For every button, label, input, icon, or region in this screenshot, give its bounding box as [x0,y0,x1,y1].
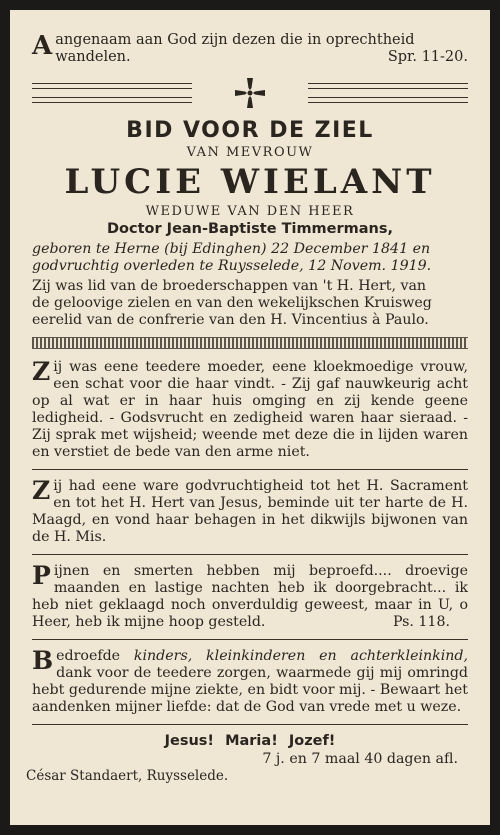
para4-rest: dank voor de teedere zorgen, waarmede gij mij omringd hebt gedurende mijne ziekte, en bidt voor mij. - Bewaart het aandenken mijner liefde: dat de God van vrede met u weze. [32,665,468,715]
paragraph-mother [32,359,468,461]
dropcap-b: B [32,646,54,675]
header-line2-row [55,49,468,66]
divider [32,639,468,640]
membership-line1: Zij was lid van de broederschappen van 't H. Hert, van [32,278,427,294]
left-rule [32,97,192,103]
ornament-row [32,76,468,110]
para1-line1: ij was eene teedere moeder, eene kloekmoedige vrouw, [53,359,468,375]
indulgence-line: 7 j. en 7 maal 40 dagen afl. [262,751,458,767]
divider [32,724,468,725]
husband-name: Doctor Jean-Baptiste Timmermans, [106,221,394,237]
membership-line2: de geloovige zielen en van den wekelijkschen Kruisweg [32,295,432,311]
dropcap-z1: Z [32,357,51,386]
header-line1: angenaam aan God zijn dezen die in oprechtheid [55,32,415,48]
right-rule [308,97,468,103]
header-dropcap: A [32,31,53,61]
birth-line2: godvruchtig overleden te Ruysselede, 12 Novem. 1919. [32,258,432,274]
para1-line3: acht op al wat er in haar huis omging en zij kende geene ledigheid. - Godsvrucht en zedigheid waren haar sieraad. - Zij sprak met wijsheid; weende met deze die in lijden waren en verstiet de bede van den arme niet. [32,376,469,460]
cross-pattee-icon [233,76,267,110]
weduwe-line: WEDUWE VAN DEN HEER [145,204,355,219]
birth-death-text [32,241,468,275]
van-mevrouw: VAN MEVROUW [186,145,314,160]
right-rule [308,83,468,89]
printer-line: César Standaert, Ruysselede. [26,768,229,784]
birth-line1: geboren te Herne (bij Edinghen) 22 December 1841 en [32,241,431,257]
left-rule [32,83,192,89]
left-rules [32,83,192,103]
para3-text: ijnen en smerten hebben mij beproefd.... droevige maanden en lastige nachten heb ik doorgebracht... ik heb niet geklaagd noch onverduldig geweest, maar in U, o Heer, heb ik mijne hoop gesteld. [32,563,468,630]
paragraph-family [32,648,468,716]
header-verse [32,32,468,66]
header-ref: Spr. 11-20. [387,49,468,65]
para1-line2: een schat voor die haar vindt. - Zij gaf nauwkeurig [53,376,431,392]
jesus-maria-jozef: Jesus! Maria! Jozef! [164,733,336,749]
ornamental-separator [32,337,468,349]
para3-ref: Ps. 118. [392,614,450,630]
deceased-name: LUCIE WIELANT [64,162,436,202]
paragraph-suffering [32,563,468,631]
memorial-card [10,10,490,825]
bid-voor-de-ziel-heading: BID VOOR DE ZIEL [126,118,374,143]
dropcap-p: P [32,561,51,590]
para2-text: ij had eene ware godvruchtigheid tot het H. Sacrament en tot het H. Hert van Jesus, beminde uit ter harte de H. Maagd, en vond haar behagen in het dikwijls bijwonen van de H. Mis. [32,478,468,545]
divider [32,469,468,470]
para4-italic: kinders, kleinkinderen en achterkleinkind, [133,648,469,664]
membership-line3: eerelid van de confrerie van den H. Vincentius à Paulo. [32,312,429,328]
divider [32,554,468,555]
para4-lead: edroefde [56,648,134,664]
dropcap-z2: Z [32,476,51,505]
header-line2: wandelen. [55,49,131,65]
right-rules [308,83,468,103]
membership-text [32,278,468,329]
paragraph-devotion [32,478,468,546]
